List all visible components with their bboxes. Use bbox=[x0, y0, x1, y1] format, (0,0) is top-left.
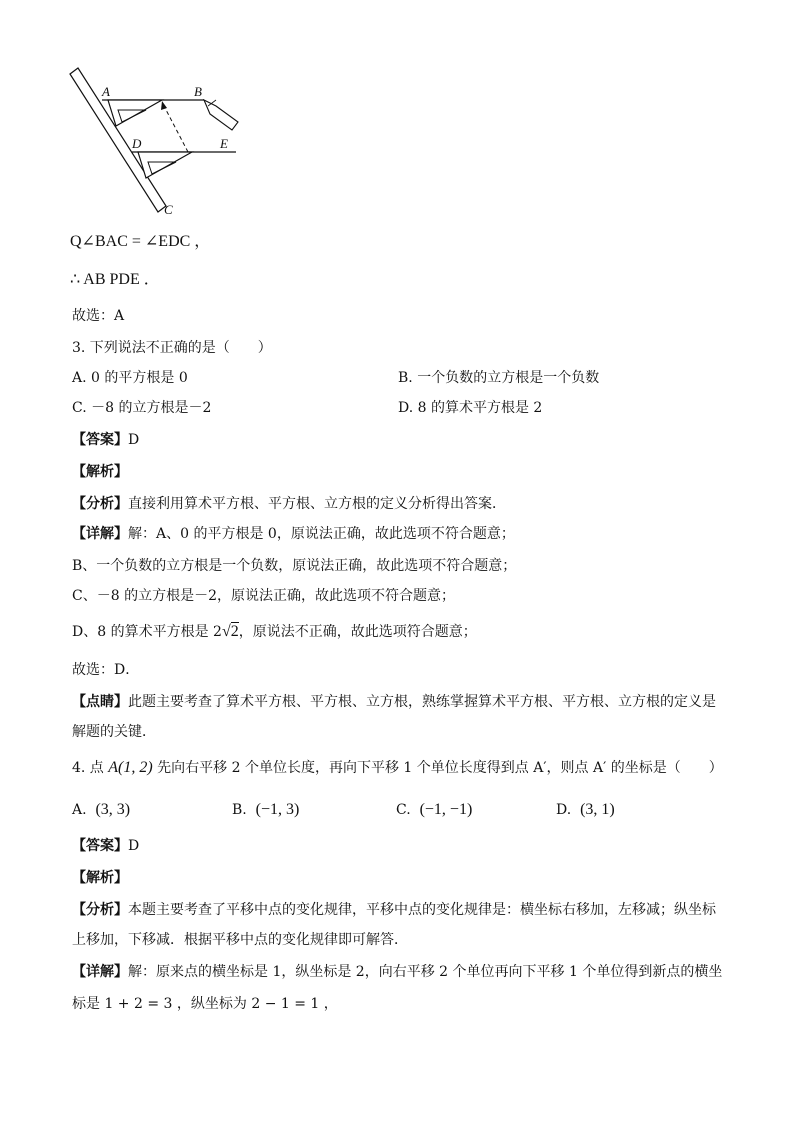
dianjing-text: 此题主要考查了算术平方根、平方根、立方根，熟练掌握算术平方根、平方根、立方根的定义是 bbox=[128, 694, 716, 710]
fenxi-text: 本题主要考查了平移中点的变化规律，平移中点的变化规律是：横坐标右移加，左移减；纵坐标 bbox=[128, 902, 716, 918]
answer-value: D bbox=[128, 432, 140, 448]
set-square-upper bbox=[108, 100, 162, 126]
sqrt-symbol: √ bbox=[221, 623, 231, 640]
q3-choice: 故选：D． bbox=[72, 662, 140, 678]
q4-stem bbox=[72, 758, 723, 778]
q3-dianjing bbox=[72, 692, 716, 712]
opt-value: (−1, −1) bbox=[419, 801, 473, 818]
answer-tag: 【答案】 bbox=[72, 432, 128, 448]
q3-jiexi-tag: 【解析】 bbox=[72, 464, 128, 480]
proof-line-1: Q∠BAC = ∠EDC ， bbox=[70, 233, 211, 250]
pencil bbox=[204, 100, 238, 130]
proof-answer: 故选：A bbox=[72, 308, 125, 324]
q4-stem-mid: 先向右平移 2 个单位长度，再向下平移 1 个单位长度得到点 A′，则点 A′ 的坐标是（ ） bbox=[152, 760, 723, 776]
q3-line-c: C、－8 的立方根是－2，原说法正确，故此选项不符合题意； bbox=[72, 588, 455, 604]
label-b: B bbox=[194, 84, 202, 99]
set-square-lower bbox=[138, 152, 192, 178]
xiangjie-text: 解：A、0 的平方根是 0，原说法正确，故此选项不符合题意； bbox=[128, 526, 515, 542]
line-d-pre: D、8 的算术平方根是 2 bbox=[72, 624, 222, 640]
xiangjie-tag: 【详解】 bbox=[72, 526, 128, 542]
q3-option-c: C. －8 的立方根是－2 bbox=[72, 400, 212, 416]
q4-fenxi bbox=[72, 900, 716, 920]
opt-label: B. bbox=[232, 802, 247, 818]
q3-line-b: B、一个负数的立方根是一个负数，原说法正确，故此选项不符合题意； bbox=[72, 558, 517, 574]
answer-tag: 【答案】 bbox=[72, 838, 128, 854]
fenxi-tag: 【分析】 bbox=[72, 496, 128, 512]
q3-dianjing-2: 解题的关键． bbox=[72, 724, 156, 740]
line-d-post: ，原说法不正确，故此选项符合题意； bbox=[238, 624, 477, 640]
label-a: A bbox=[102, 84, 110, 99]
proof-line-2: ∴ AB PDE ． bbox=[70, 271, 160, 288]
q3-option-b: B. 一个负数的立方根是一个负数 bbox=[398, 370, 600, 386]
q3-fenxi bbox=[72, 494, 506, 514]
ruler bbox=[70, 68, 166, 212]
answer-value: D bbox=[128, 838, 140, 854]
q4-stem-pre: 4. 点 bbox=[72, 760, 109, 776]
q4-point: A(1, 2) bbox=[108, 759, 153, 776]
geometry-figure bbox=[66, 66, 246, 218]
label-d: D bbox=[132, 136, 142, 151]
fenxi-text: 直接利用算术平方根、平方根、立方根的定义分析得出答案． bbox=[128, 496, 506, 512]
q4-option-c bbox=[396, 800, 472, 820]
q3-answer bbox=[72, 430, 139, 450]
q4-answer bbox=[72, 836, 139, 856]
label-c: C bbox=[164, 202, 173, 217]
q4-option-b bbox=[232, 800, 299, 820]
label-e: E bbox=[220, 136, 228, 151]
opt-value: (3, 3) bbox=[95, 801, 131, 818]
q4-option-d bbox=[556, 800, 615, 820]
opt-label: A. bbox=[72, 802, 87, 818]
translation-arrow bbox=[164, 106, 188, 152]
opt-label: C. bbox=[396, 802, 411, 818]
q4-jiexi-tag: 【解析】 bbox=[72, 870, 128, 886]
q3-xiangjie bbox=[72, 524, 515, 544]
opt-value: (3, 1) bbox=[580, 801, 615, 818]
dianjing-tag: 【点睛】 bbox=[72, 694, 128, 710]
q3-option-d: D. 8 的算术平方根是 2 bbox=[398, 400, 543, 416]
q4-xiangjie-2: 标是 1 + 2 = 3 ，纵坐标为 2 − 1 = 1 ， bbox=[72, 996, 338, 1012]
q4-fenxi-2: 上移加，下移减．根据平移中点的变化规律即可解答． bbox=[72, 932, 408, 948]
xiangjie-text: 解：原来点的横坐标是 1，纵坐标是 2，向右平移 2 个单位再向下平移 1 个单位得到新点的横坐 bbox=[128, 964, 723, 980]
q3-stem: 3. 下列说法不正确的是（ ） bbox=[72, 340, 272, 356]
opt-value: (−1, 3) bbox=[255, 801, 300, 818]
fenxi-tag: 【分析】 bbox=[72, 902, 128, 918]
q4-option-a bbox=[72, 800, 130, 820]
q3-line-d bbox=[72, 622, 477, 642]
q4-xiangjie bbox=[72, 962, 722, 982]
q3-option-a: A. 0 的平方根是 0 bbox=[72, 370, 188, 386]
xiangjie-tag: 【详解】 bbox=[72, 964, 128, 980]
opt-label: D. bbox=[556, 802, 572, 818]
sqrt-radicand: 2 bbox=[230, 623, 239, 640]
